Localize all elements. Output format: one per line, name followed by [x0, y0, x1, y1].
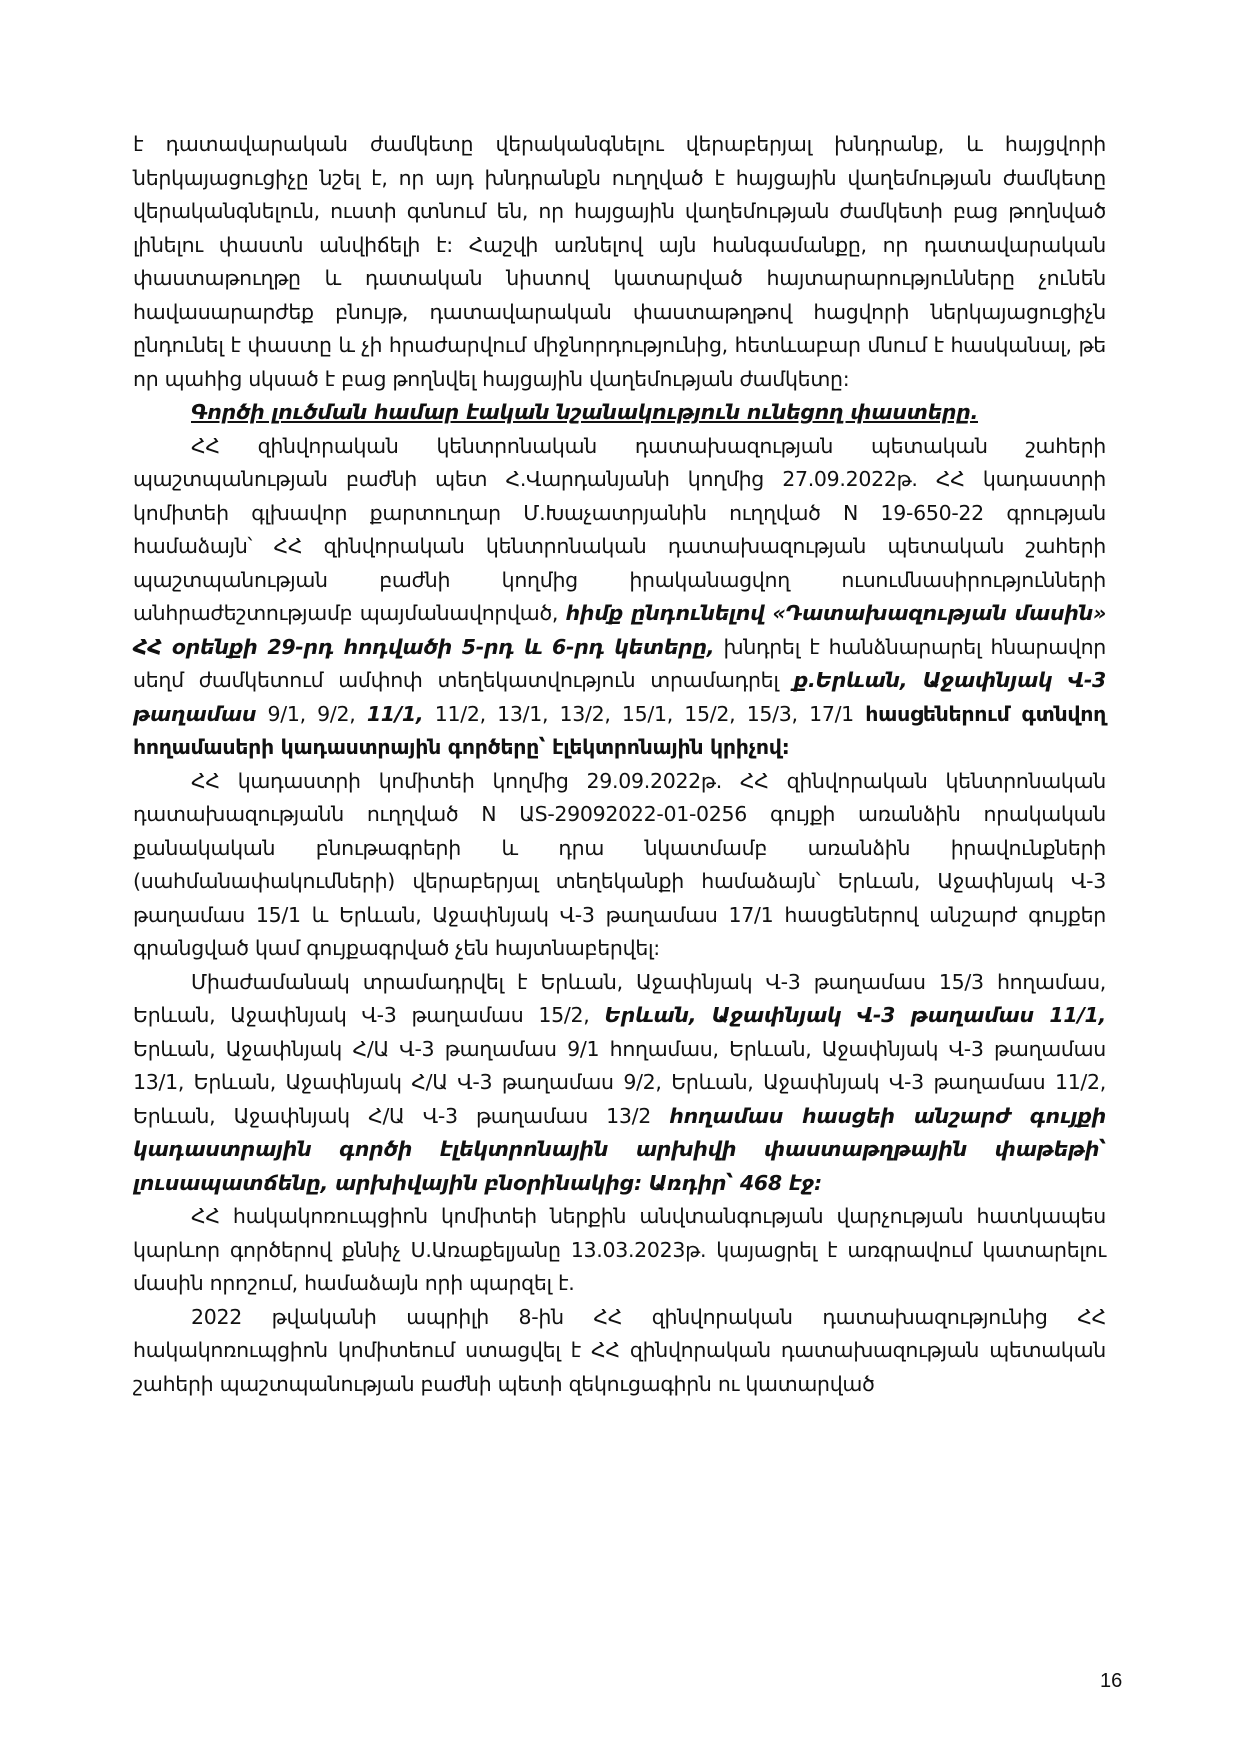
text-run: խնդրել է հանձնարարել հնարավոր սեղմ ժամկետում ամփոփ տեղեկատվություն տրամադրել — [133, 634, 1106, 692]
text-run: 9/1, 9/2, — [256, 701, 367, 726]
paragraph-seizure-decision: ՀՀ հակակոռուպցիոն կոմիտեի ներքին անվտանգության վարչության հատկապես կարևոր գործերով քննիչ Ս.Առաքելյանը 13.03.2023թ. կայացրել է առգրավում կատարելու մասին որոշում, համաձայն որի պարզել է. — [133, 1204, 1106, 1295]
emphasis-cadastral-files: հասցեներում գտնվող հողամասերի կադաստրային գործերը՝ էլեկտրոնային կրիչով: — [133, 701, 1106, 759]
text-run: Երևան, Աջափնյակ Հ/Ա Վ-3 թաղամաս 9/1 հողամաս, Երևան, Աջափնյակ Վ-3 թաղամաս 13/1, Երևան, Աջափնյակ Հ/Ա Վ-3 թաղամաս 9/2, Երևան, Աջափնյակ Վ-3 թաղամաս 11/2, Երևան, Աջափնյակ Հ/Ա Վ-3 թաղամաս 13/2 — [133, 1036, 1106, 1128]
text-run: ՀՀ զինվորական կենտրոնական դատախազության պետական շահերի պաշտպանության բաժնի պետ Հ.Վարդանյանի կողմից 27.09.2022թ. ՀՀ կադաստրի կոմիտեի գլխավոր քարտուղար Մ.Խաչատրյանին ուղղված N 19-650-22 գրության համաձայն՝ ՀՀ զինվորական կենտրոնական դատախազության պետական շահերի պաշտպանության բաժնի կողմից իրականացվող ուսումնասիրությունների անհրաժեշտությամբ պայմանավորված, — [133, 433, 1106, 625]
paragraph-request-letter — [133, 430, 1106, 765]
document-page — [133, 128, 1106, 1401]
emphasis-legal-basis: հիմք ընդունելով «Դատախազության մասին» ՀՀ օրենքի 29-րդ հոդվածի 5-րդ և 6-րդ կետերը, — [133, 601, 1106, 659]
paragraph-report-received: 2022 թվականի ապրիլի 8-ին ՀՀ զինվորական դատախազությունից ՀՀ հակակոռուպցիոն կոմիտեում ստացվել է ՀՀ զինվորական դատախազության պետական շահերի պաշտպանության բաժնի պետի զեկուցագիրն ու կատարված — [133, 1304, 1106, 1396]
emphasis-address: Երևան, Աջափնյակ Վ-3 թաղամաս 11/1, — [604, 1003, 1106, 1027]
paragraph-cadastre-response: ՀՀ կադաստրի կոմիտեի կողմից 29.09.2022թ. ՀՀ զինվորական կենտրոնական դատախազությանն ուղղված N ԱS-29092022-01-0256 գույքի առանձին որակական քանակական բնութագրերի և դրա նկատմամբ առանձին իրավունքների (սահմանափակումների) վերաբերյալ տեղեկանքի համաձայն՝ Երևան, Աջափնյակ Վ-3 թաղամաս 15/1 և Երևան, Աջափնյակ Վ-3 թաղամաս 17/1 հասցեներով անշարժ գույքեր գրանցված կամ գույքագրված չեն հայտնաբերվել: — [133, 768, 1106, 960]
emphasis-plot-number: 11/1, — [366, 701, 424, 726]
emphasis-address: ք.Երևան, Աջափնյակ Վ-3 թաղամաս — [133, 668, 1106, 726]
page-number: 16 — [1100, 1670, 1123, 1692]
text-run: Միաժամանակ տրամադրվել է Երևան, Աջափնյակ Վ-3 թաղամաս 15/3 հողամաս, Երևան, Աջափնյակ Վ-3 թաղամաս 15/2, — [133, 969, 1106, 1027]
paragraph-provided-documents — [133, 966, 1106, 1201]
emphasis-archive-copy: հողամաս հասցեի անշարժ գույքի կադաստրային գործի էլեկտրոնային արխիվի փաստաթղթային փաթեթի՝ լուսապատճենը, արխիվային բնօրինակից: Առդիր՝ 468 էջ: — [133, 1103, 1106, 1195]
text-run: 11/2, 13/1, 13/2, 15/1, 15/2, 15/3, 17/1 — [423, 701, 866, 726]
section-heading: Գործի լուծման համար էական նշանակություն ունեցող փաստերը. — [191, 400, 979, 424]
paragraph-continuation: է դատավարական ժամկետը վերականգնելու վերաբերյալ խնդրանք, և հայցվորի ներկայացուցիչը նշել է, որ այդ խնդրանքն ուղղված է հայցային վաղեմության ժամկետը վերականգնելուն, ուստի գտնում են, որ հայցային վաղեմության ժամկետի բաց թողնված լինելու փաստն անվիճելի է: Հաշվի առնելով այն հանգամանքը, որ դատավարական փաստաթուղթը և դատական նիստով կատարված հայտարարությունները չունեն հավասարարժեք բնույթ, դատավարական փաստաթղթով հացվորի ներկայացուցիչն ընդունել է փաստը և չի հրաժարվում միջնորդությունից, հետևաբար մնում է հասկանալ, թե որ պահից սկսած է բաց թողնվել հայցային վաղեմության ժամկետը: — [133, 132, 1106, 391]
